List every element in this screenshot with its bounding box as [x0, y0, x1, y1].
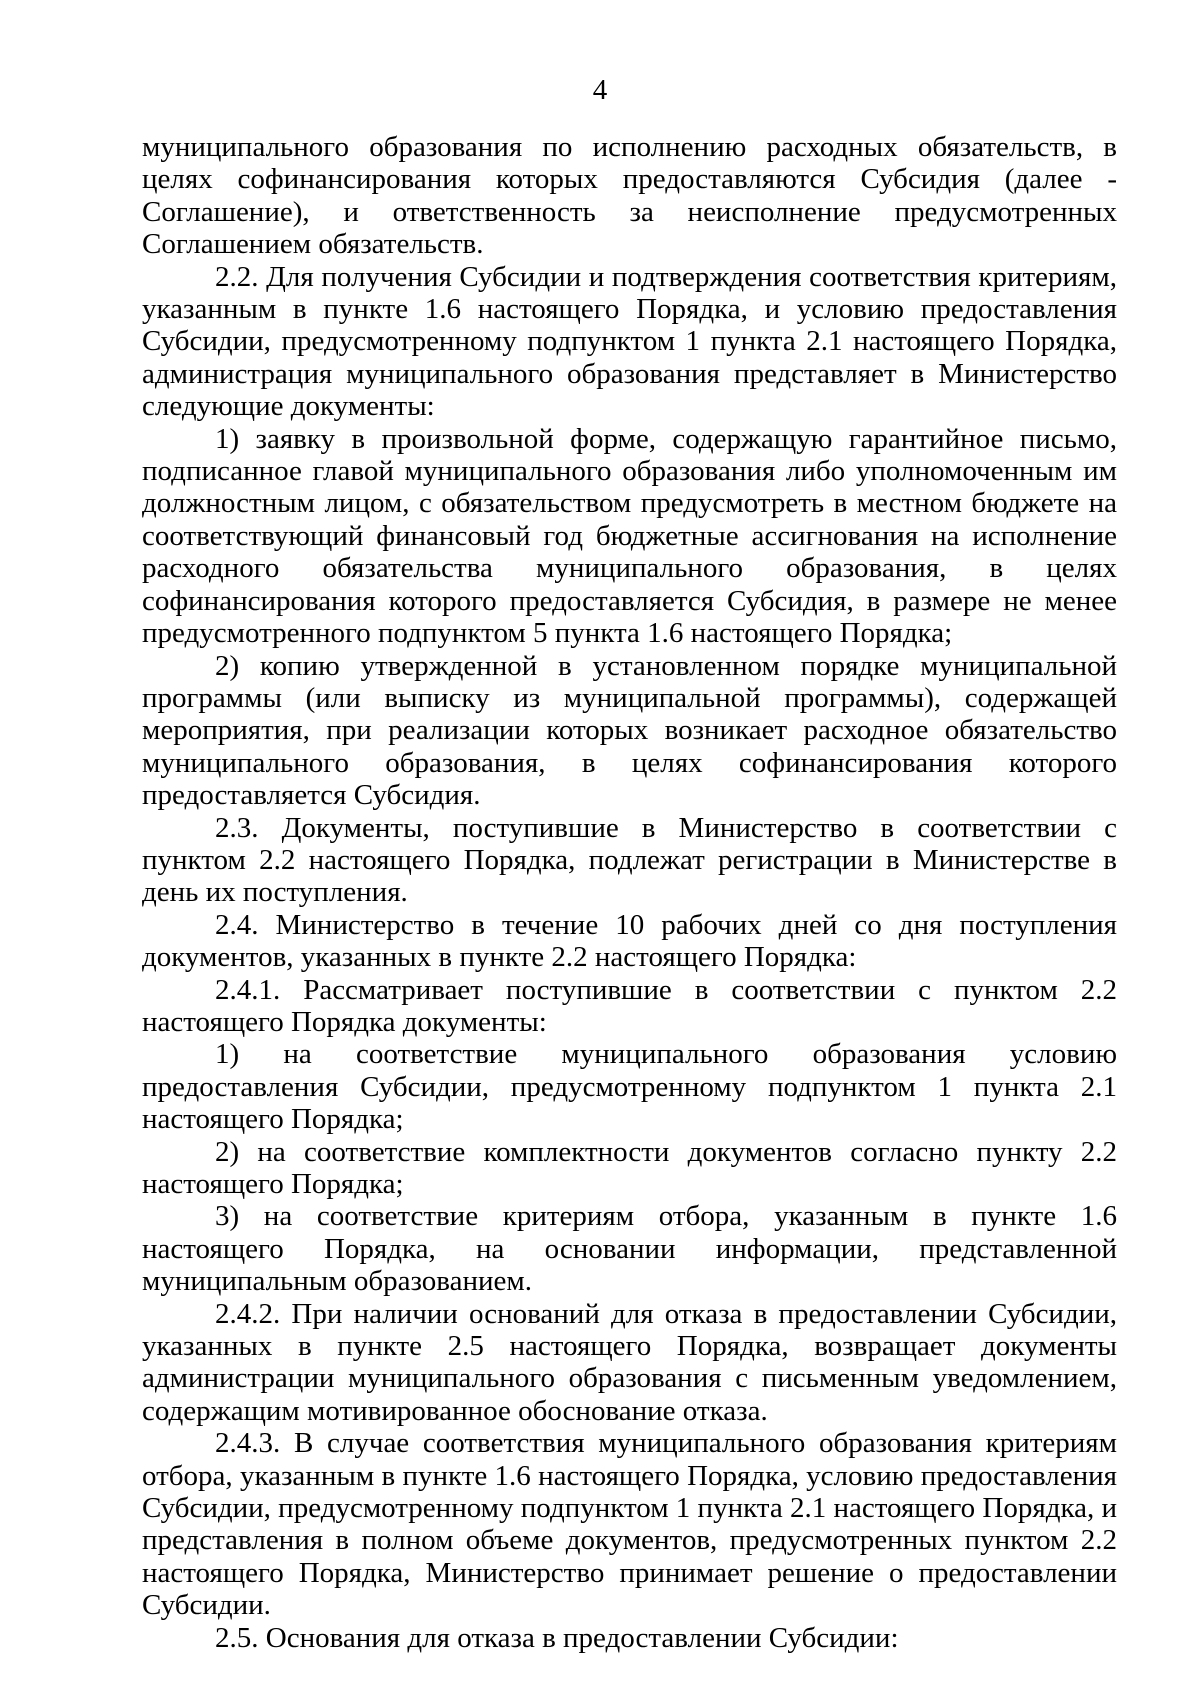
paragraph-2-4-3: 2.4.3. В случае соответствия муниципального образования критериям отбора, указанным в пункте 1.6 настоящего Порядка, условию предоставления Субсидии, предусмотренному подпунктом 1 пункта 2.1 настоящего Порядка, и представления в полном объеме документов, предусмотренных пунктом 2.2 настоящего Порядка, Министерство принимает решение о предоставлении Субсидии.	[142, 1427, 1117, 1622]
page-number: 4	[592, 74, 608, 106]
paragraph-2-4-1: 2.4.1. Рассматривает поступившие в соответствии с пунктом 2.2 настоящего Порядка документы:	[142, 973, 1117, 1038]
paragraph-2-4-1-item-3: 3) на соответствие критериям отбора, указанным в пункте 1.6 настоящего Порядка, на основании информации, представленной муниципальным образованием.	[142, 1200, 1117, 1298]
paragraph-2-2-item-1: 1) заявку в произвольной форме, содержащую гарантийное письмо, подписанное главой муниципального образования либо уполномоченным им должностным лицом, с обязательством предусмотреть в местном бюджете на соответствующий финансовый год бюджетные ассигнования на исполнение расходного обязательства муниципального образования, в целях софинансирования которого предоставляется Субсидия, в размере не менее предусмотренного подпунктом 5 пункта 1.6 настоящего Порядка;	[142, 422, 1117, 650]
paragraph-2-5: 2.5. Основания для отказа в предоставлении Субсидии:	[215, 1621, 899, 1654]
paragraph-2-2-item-2: 2) копию утвержденной в установленном порядке муниципальной программы (или выписку из муниципальной программы), содержащей мероприятия, при реализации которых возникает расходное обязательство муниципального образования, в целях софинансирования которого предоставляется Субсидия.	[142, 649, 1117, 812]
paragraph-2-4-2: 2.4.2. При наличии оснований для отказа в предоставлении Субсидии, указанных в пункте 2.5 настоящего Порядка, возвращает документы администрации муниципального образования с письменным уведомлением, содержащим мотивированное обоснование отказа.	[142, 1297, 1117, 1427]
paragraph-2-4: 2.4. Министерство в течение 10 рабочих дней со дня поступления документов, указанных в пункте 2.2 настоящего Порядка:	[142, 908, 1117, 974]
paragraph-2-2: 2.2. Для получения Субсидии и подтверждения соответствия критериям, указанным в пункте 1.6 настоящего Порядка, и условию предоставления Субсидии, предусмотренному подпунктом 1 пункта 2.1 настоящего Порядка, администрация муниципального образования представляет в Министерство следующие документы:	[142, 260, 1117, 423]
document-body	[142, 131, 1117, 1654]
paragraph-2-4-1-item-2: 2) на соответствие комплектности документов согласно пункту 2.2 настоящего Порядка;	[142, 1135, 1117, 1200]
paragraph-continuation: муниципального образования по исполнению расходных обязательств, в целях софинансирования которых предоставляются Субсидия (далее - Соглашение), и ответственность за неисполнение предусмотренных Соглашением обязательств.	[142, 131, 1117, 261]
paragraph-2-3: 2.3. Документы, поступившие в Министерство в соответствии с пунктом 2.2 настоящего Порядка, подлежат регистрации в Министерстве в день их поступления.	[142, 811, 1117, 909]
paragraph-2-4-1-item-1: 1) на соответствие муниципального образования условию предоставления Субсидии, предусмотренному подпунктом 1 пункта 2.1 настоящего Порядка;	[142, 1038, 1117, 1136]
